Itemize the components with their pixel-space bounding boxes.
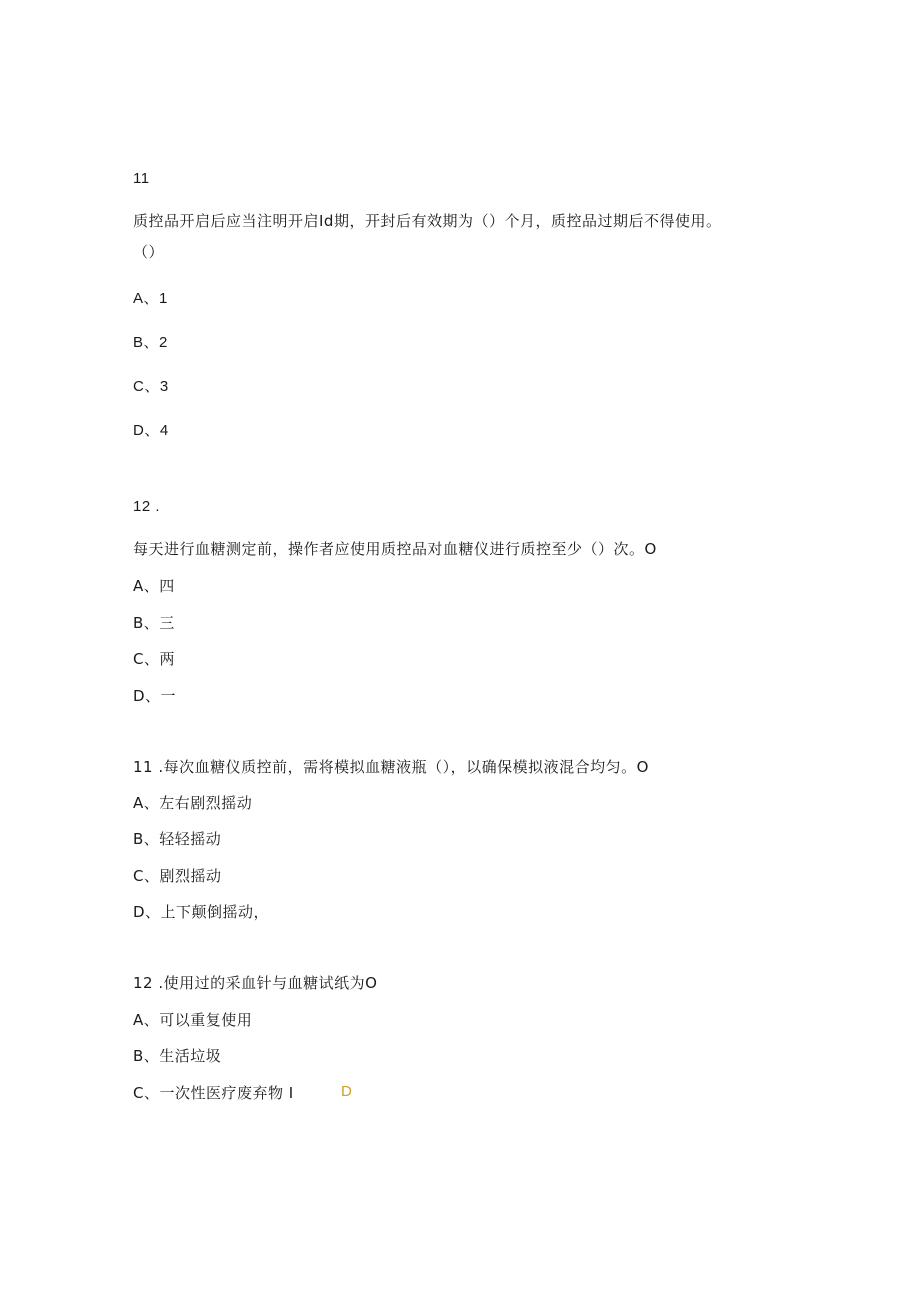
option-c: C、剧烈摇动: [133, 867, 222, 885]
question-text: 12 .使用过的采血针与血糖试纸为O: [133, 974, 378, 992]
option-a: A、左右剧烈摇动: [133, 794, 253, 812]
option-a: A、可以重复使用: [133, 1011, 253, 1029]
question-text-continued: （）: [133, 243, 165, 261]
option-d: D、一: [133, 687, 177, 705]
option-c: C、3: [133, 378, 169, 395]
option-d: D、4: [133, 422, 169, 439]
option-c: C、一次性医疗废弃物 I: [133, 1084, 294, 1102]
option-b: B、生活垃圾: [133, 1047, 222, 1065]
option-a: A、四: [133, 577, 175, 595]
question-number: 12 .: [133, 498, 161, 515]
option-b: B、三: [133, 614, 175, 632]
question-text: 质控品开启后应当注明开启Id期，开封后有效期为（）个月，质控品过期后不得使用。: [133, 212, 722, 230]
option-b: B、2: [133, 334, 168, 351]
question-text: 每天进行血糖测定前，操作者应使用质控品对血糖仪进行质控至少（）次。O: [133, 540, 657, 558]
trailing-mark: D: [341, 1083, 352, 1100]
option-d: D、上下颠倒摇动，: [133, 903, 270, 921]
question-text: 11 .每次血糖仪质控前，需将模拟血糖液瓶（），以确保模拟液混合均匀。O: [133, 758, 649, 776]
option-b: B、轻轻摇动: [133, 830, 222, 848]
option-c: C、两: [133, 650, 175, 668]
question-number: 11: [133, 170, 150, 187]
option-a: A、1: [133, 290, 168, 307]
